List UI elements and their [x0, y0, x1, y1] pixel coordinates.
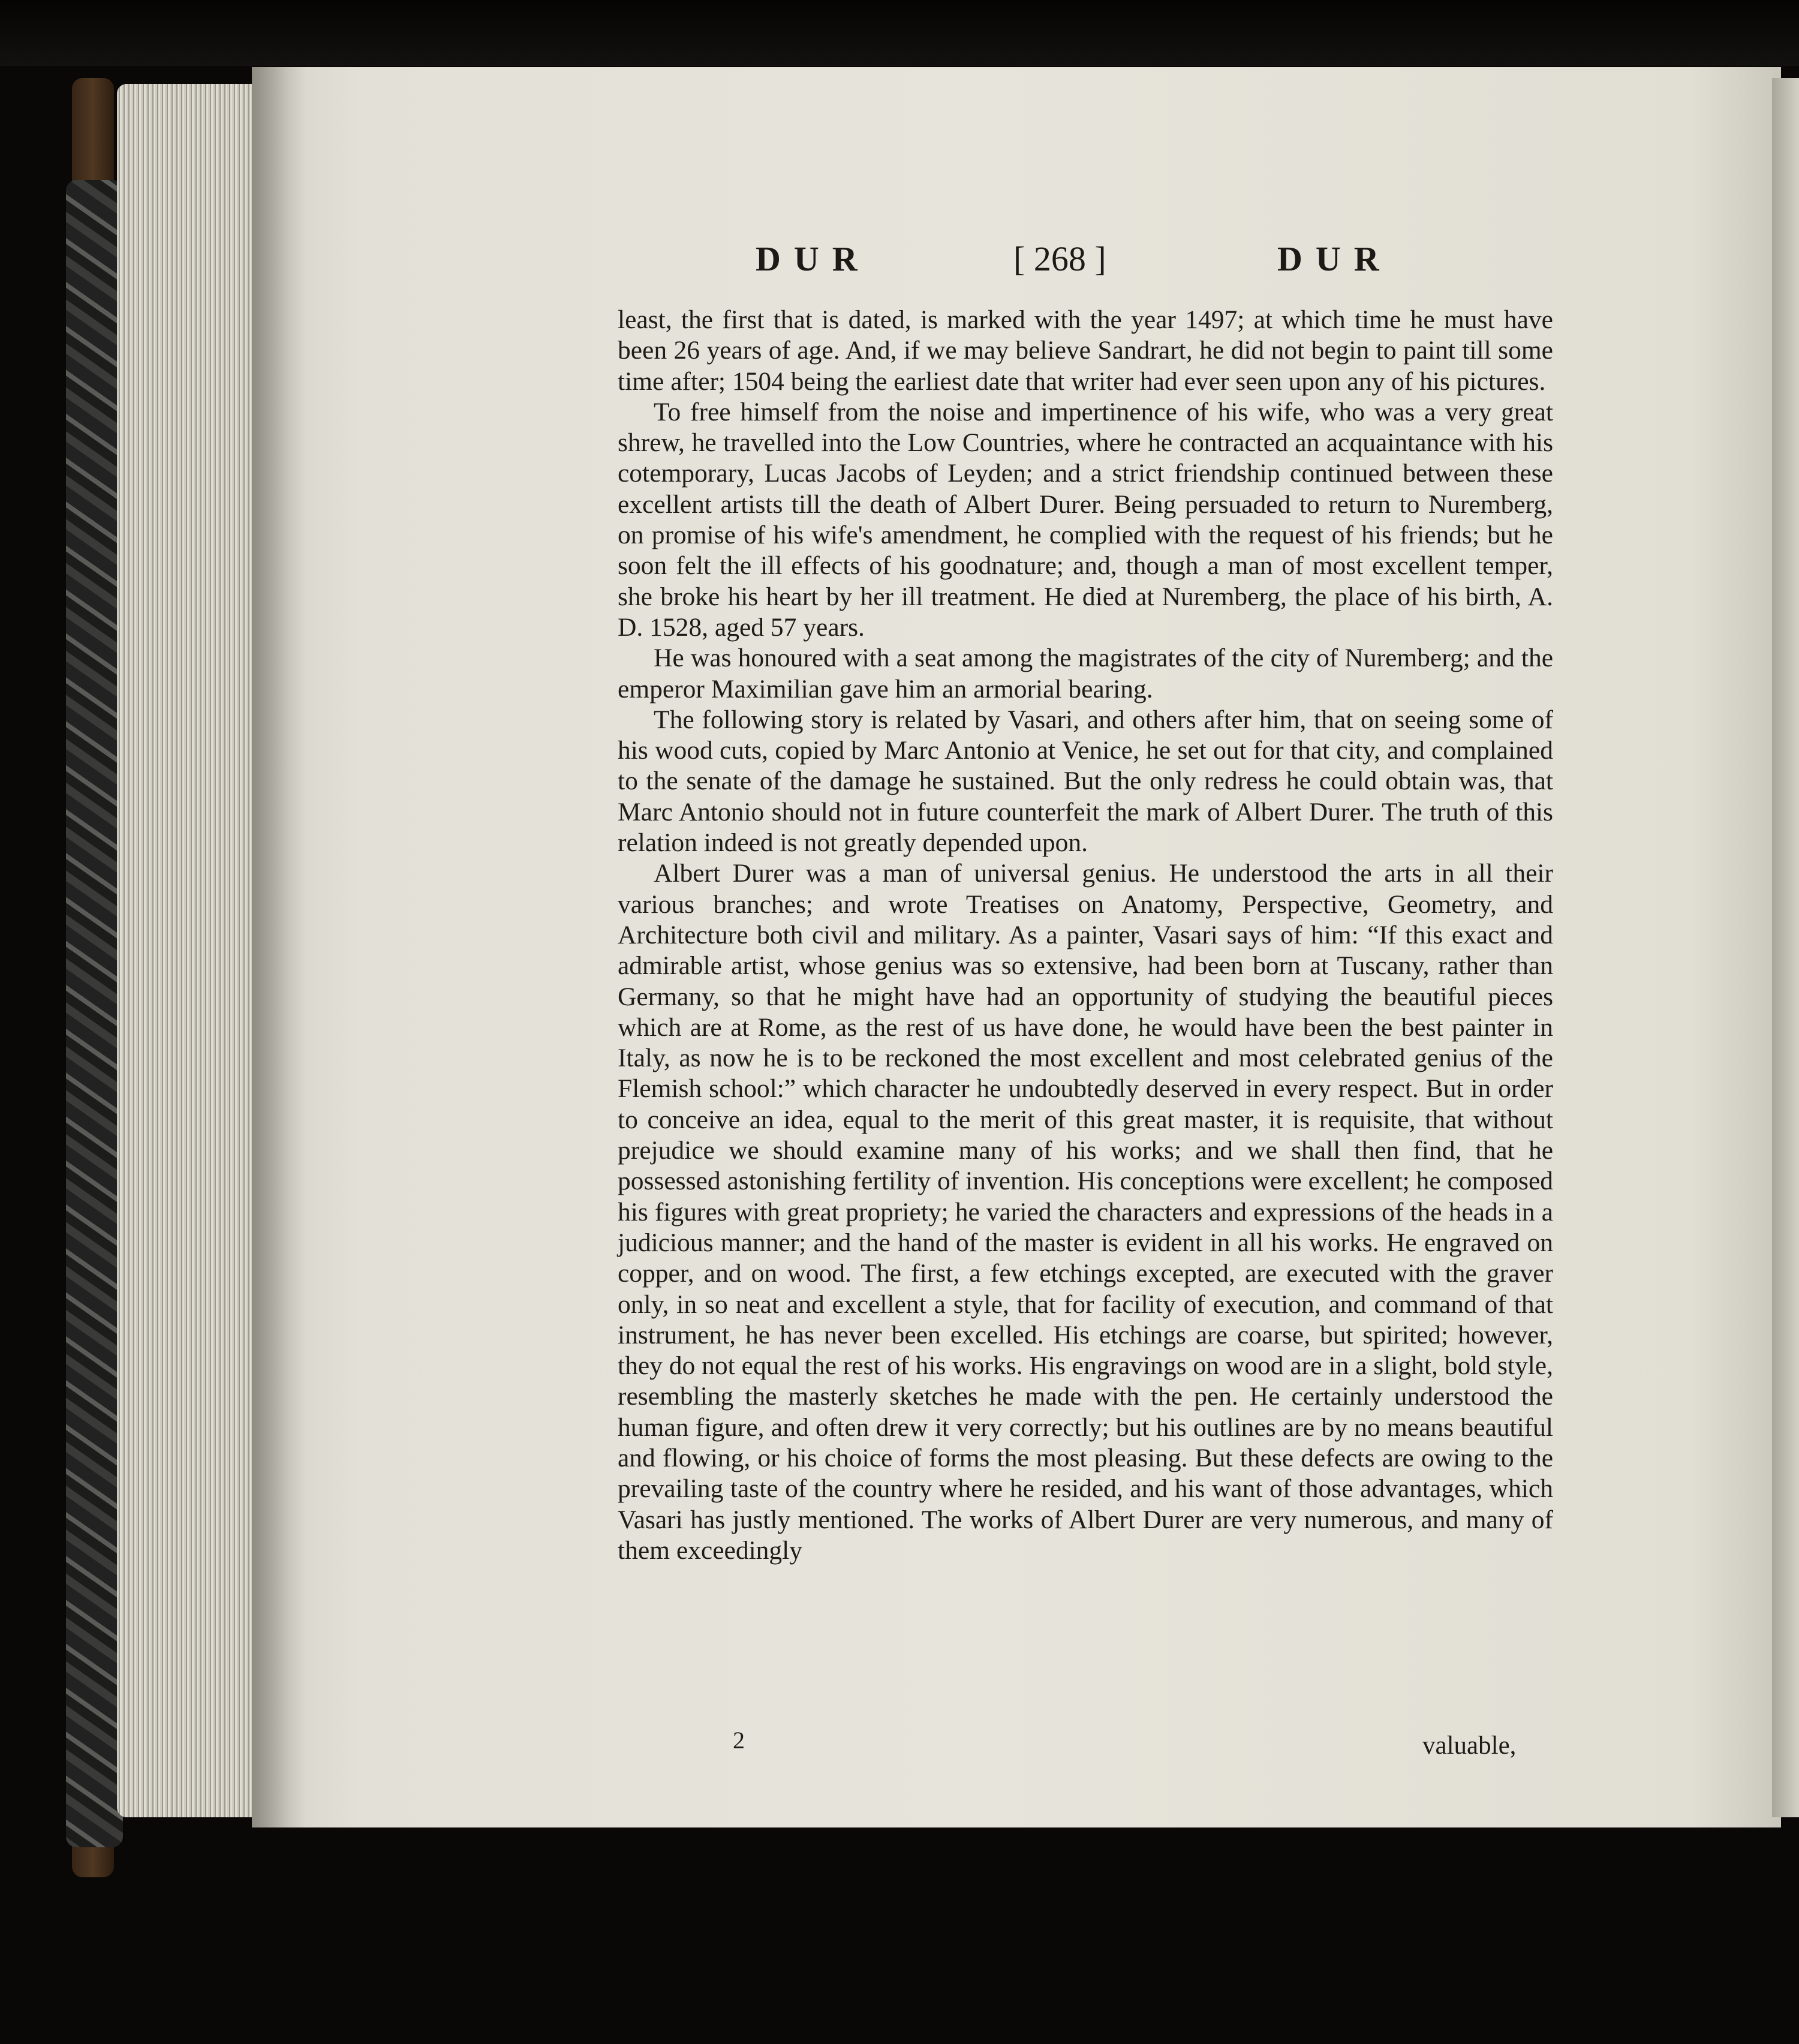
- header-right-word: DUR: [1277, 239, 1392, 278]
- facing-page-edge: [1772, 78, 1799, 1817]
- running-header: [756, 239, 1427, 293]
- paragraph-2: To free himself from the noise and impertinence of his wife, who was a very great shrew, he travelled into the Low Countries, where he contracted an acquaintance with his cotemporary, Lucas Jacobs of Leyden; and a strict friendship continued between these excellent artists till the death of Albert Durer. Being persuaded to return to Nuremberg, on promise of his wife's amendment, he complied with the request of his friends; but he soon felt the ill effects of his goodnature; and, though a man of most excellent temper, she broke his heart by her ill treatment. He died at Nuremberg, the place of his birth, A. D. 1528, aged 57 years.: [618, 397, 1553, 642]
- paragraph-1: least, the first that is dated, is marked with the year 1497; at which time he must have been 26 years of age. And, if we may believe Sandrart, he did not begin to paint till some time after; 1504 being the earliest date that writer had ever seen upon any of his pictures.: [618, 305, 1553, 396]
- catchword: valuable,: [1422, 1732, 1517, 1760]
- header-left-word: DUR: [756, 239, 871, 278]
- paragraph-3: He was honoured with a seat among the magistrates of the city of Nuremberg; and the emperor Maximilian gave him an armorial bearing.: [618, 644, 1553, 704]
- page-edges: [117, 84, 267, 1817]
- page-number: [ 268 ]: [1013, 239, 1106, 278]
- signature-mark: 2: [733, 1727, 745, 1754]
- paragraph-5: Albert Durer was a man of universal genius. He understood the arts in all their various branches; and wrote Treatises on Anatomy, Perspective, Geometry, and Architecture both civil and military. As a painter, Vasari says of him: “If this exact and admirable artist, whose genius was so extensive, had been born at Tuscany, rather than Germany, so that he might have had an opportunity of studying the beautiful pieces which are at Rome, as the rest of us have done, he would have been the best painter in Italy, as now he is to be reckoned the most excellent and most celebrated genius of the Flemish school:” which character he undoubtedly deserved in every respect. But in order to conceive an idea, equal to the merit of this great master, it is requisite, that without prejudice we should examine many of his works; and we shall then find, that he possessed astonishing fertility of invention. His conceptions were excellent; he composed his figures with great propriety; he varied the characters and expressions of the heads in a judicious manner; and the hand of the master is evident in all his works. He engraved on copper, and on wood. The first, a few etchings excepted, are executed with the graver only, in so neat and excellent a style, that for facility of execution, and command of that instrument, he has never been excelled. His etchings are coarse, but spirited; however, they do not equal the rest of his works. His engravings on wood are in a slight, bold style, resembling the masterly sketches he made with the pen. He certainly understood the human figure, and often drew it very correctly; but his outlines are by no means beautiful and flowing, or his choice of forms the most pleasing. But these defects are owing to the prevailing taste of the country where he resided, and his want of those advantages, which Vasari has justly mentioned. The works of Albert Durer are very numerous, and many of them exceedingly: [618, 859, 1553, 1565]
- scan-background: [0, 0, 1799, 66]
- gutter-shadow: [252, 67, 306, 1827]
- body-text: [618, 305, 1553, 1566]
- paragraph-4: The following story is related by Vasari, and others after him, that on seeing some of his wood cuts, copied by Marc Antonio at Venice, he set out for that city, and complained to the senate of the damage he sustained. But the only redress he could obtain was, that Marc Antonio should not in future counterfeit the mark of Albert Durer. The truth of this relation indeed is not greatly depended upon.: [618, 705, 1553, 858]
- marbled-binding: [66, 180, 123, 1847]
